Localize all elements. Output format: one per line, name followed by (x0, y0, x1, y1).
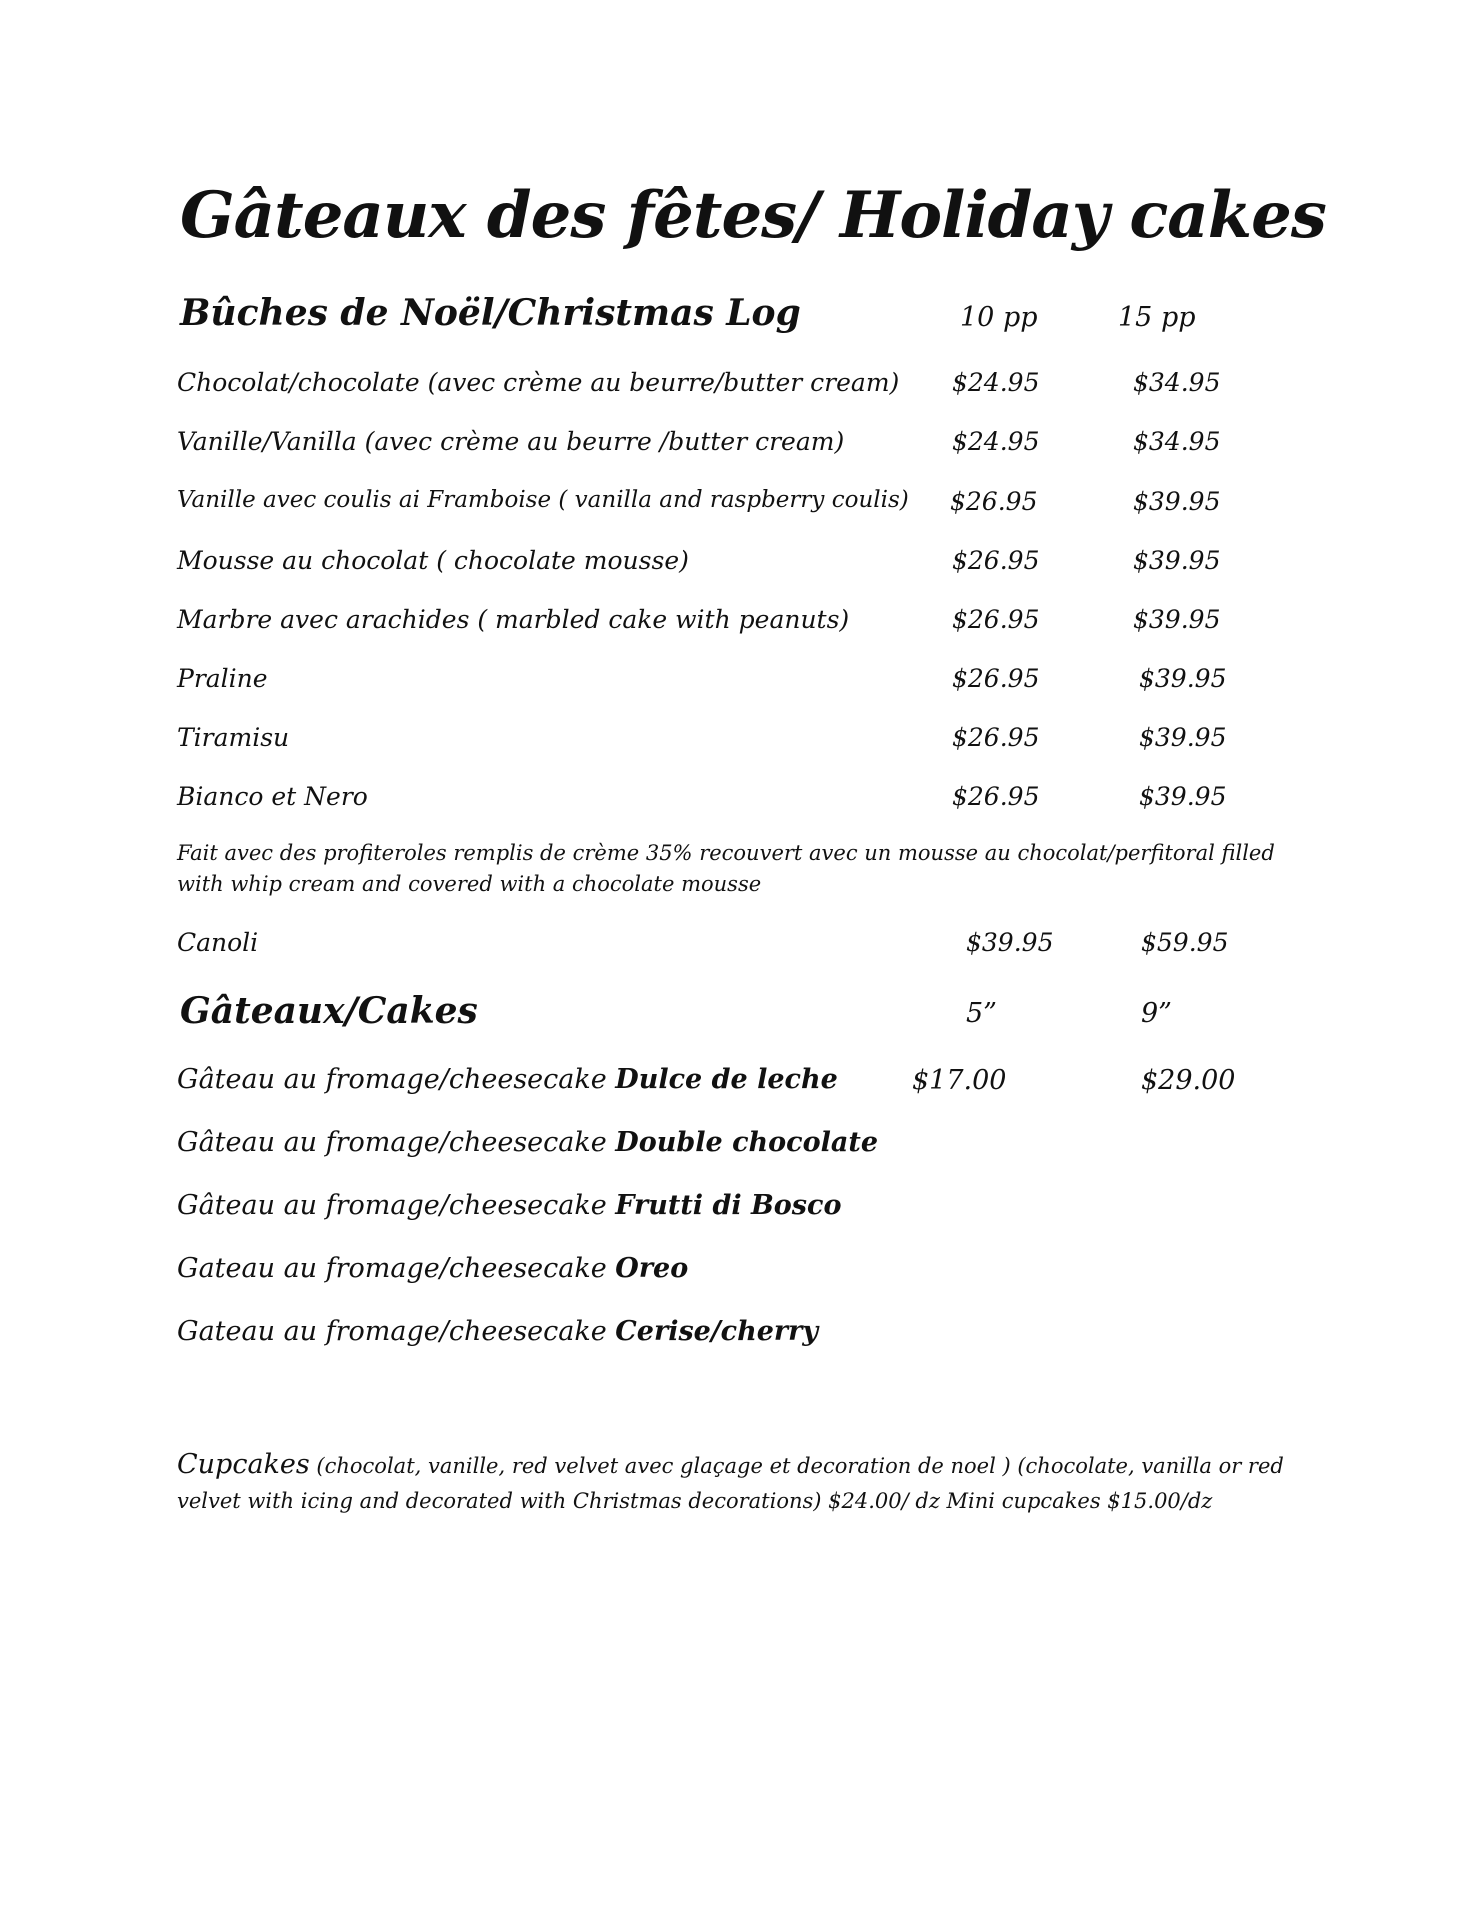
item-name: Tiramisu (177, 723, 290, 752)
item-name: Vanille/Vanilla (avec crème au beurre /butter cream) (177, 427, 845, 456)
item-description: Fait avec des profiteroles remplis de crème 35% recouvert avec un mousse au chocolat/perfitoral filled with whip cream and covered with a chocolate mousse (177, 841, 1275, 896)
item-price-10pp: $26.95 (952, 723, 1040, 752)
section-heading-buches: Bûches de Noël/Christmas Log (180, 292, 801, 334)
item-name: Praline (177, 664, 268, 693)
item-flavor: Oreo (615, 1253, 689, 1284)
column-header-5in: 5” (966, 998, 997, 1029)
cupcakes-paragraph (177, 1447, 1307, 1519)
item-price-15pp: $34.95 (1133, 368, 1221, 397)
list-item (177, 1253, 688, 1284)
item-price-15pp: $39.95 (1133, 605, 1221, 634)
section-heading-cakes: Gâteaux/Cakes (180, 990, 478, 1032)
list-item (177, 1127, 878, 1158)
item-price-10pp: $26.95 (950, 487, 1038, 516)
item-price-10pp: $26.95 (952, 546, 1040, 575)
cupcakes-description: (chocolat, vanille, red velvet avec glaçage et decoration de noel ) (chocolate, vanilla or red velvet with icing and decorated with Christmas decorations) $24.00/ dz Mini cupcakes $15.00/dz (177, 1454, 1284, 1513)
page-title: Gâteaux des fêtes/ Holiday cakes (180, 178, 1326, 253)
item-price-10pp: $24.95 (952, 368, 1040, 397)
item-name: Canoli (177, 928, 259, 957)
item-price-15pp: $39.95 (1139, 723, 1227, 752)
item-name: Chocolat/chocolate (avec crème au beurre/butter cream) (177, 368, 900, 397)
item-name: Mousse au chocolat ( chocolate mousse) (177, 546, 689, 575)
item-price-10pp: $24.95 (952, 427, 1040, 456)
item-price-15pp: $39.95 (1133, 487, 1221, 516)
item-flavor: Frutti di Bosco (615, 1190, 842, 1221)
item-name: Gâteau au fromage/cheesecake (177, 1064, 616, 1095)
item-price-15pp: $59.95 (1141, 928, 1229, 957)
item-price-15pp: $39.95 (1139, 782, 1227, 811)
item-price-10pp: $26.95 (952, 605, 1040, 634)
item-price-10pp: $39.95 (966, 928, 1054, 957)
list-item (177, 1190, 841, 1221)
item-flavor: Cerise/cherry (615, 1316, 819, 1347)
item-price-15pp: $39.95 (1133, 546, 1221, 575)
item-name: Bianco et Nero (177, 782, 368, 811)
item-price-15pp: $34.95 (1133, 427, 1221, 456)
item-price-15pp: $39.95 (1139, 664, 1227, 693)
item-name: Gâteau au fromage/cheesecake (177, 1127, 616, 1158)
item-price-5in: $17.00 (912, 1065, 1007, 1096)
item-price-10pp: $26.95 (952, 664, 1040, 693)
item-name: Vanille avec coulis ai Framboise ( vanilla and raspberry coulis) (177, 487, 909, 513)
list-item (177, 1064, 838, 1095)
list-item (177, 1316, 818, 1347)
item-name: Marbre avec arachides ( marbled cake with peanuts) (177, 605, 850, 634)
item-price-10pp: $26.95 (952, 782, 1040, 811)
item-name: Gateau au fromage/cheesecake (177, 1253, 616, 1284)
cupcakes-label: Cupcakes (177, 1449, 310, 1480)
item-price-9in: $29.00 (1141, 1065, 1236, 1096)
item-name: Gâteau au fromage/cheesecake (177, 1190, 616, 1221)
item-name: Gateau au fromage/cheesecake (177, 1316, 616, 1347)
column-header-9in: 9” (1141, 998, 1172, 1029)
item-flavor: Double chocolate (615, 1127, 878, 1158)
column-header-15pp: 15 pp (1118, 302, 1196, 333)
item-flavor: Dulce de leche (615, 1064, 838, 1095)
column-header-10pp: 10 pp (960, 302, 1038, 333)
